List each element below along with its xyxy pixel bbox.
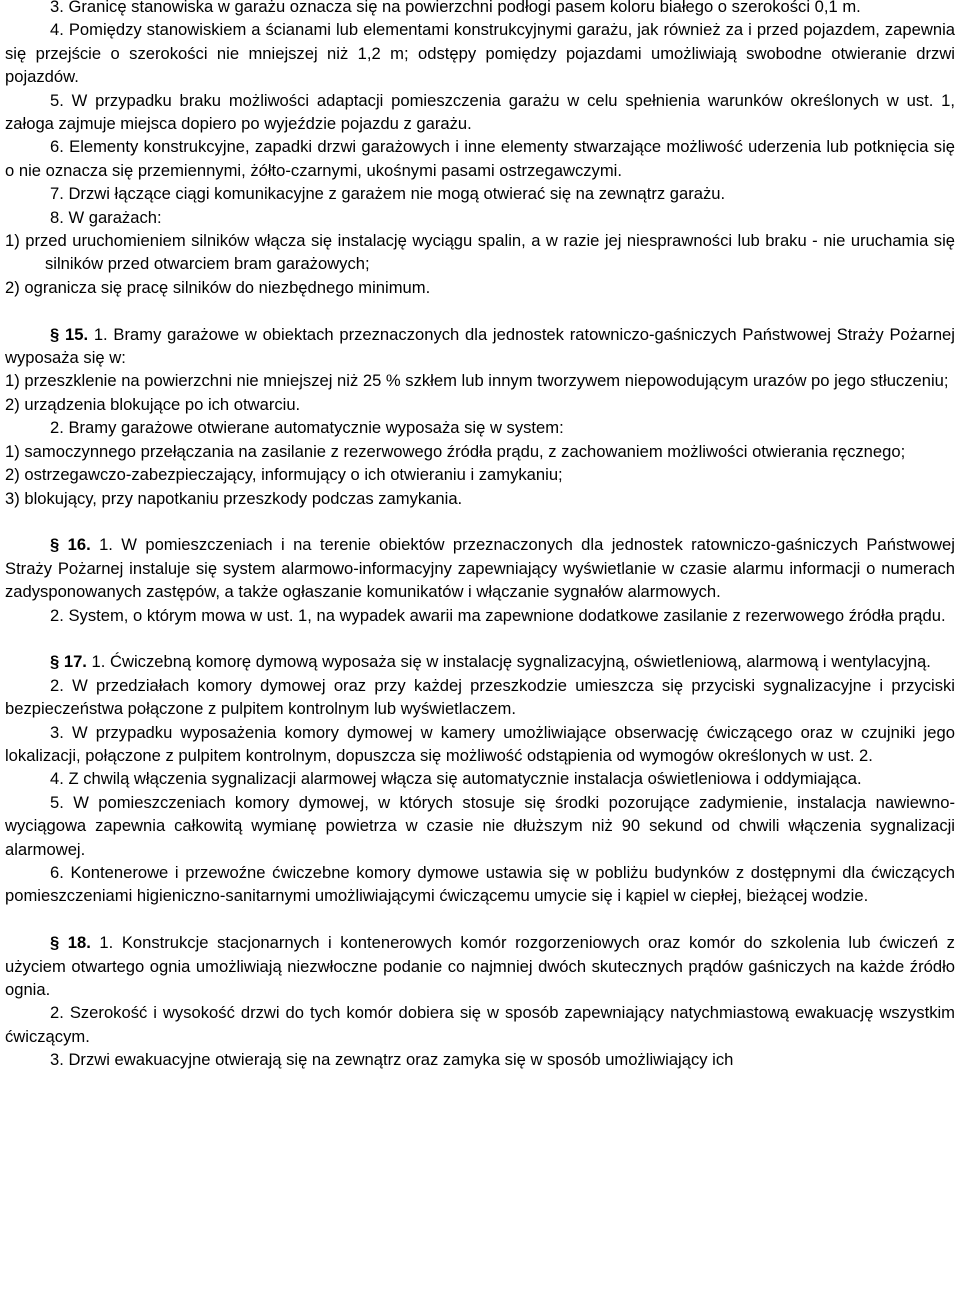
- list-item: 1) samoczynnego przełączania na zasilanie z rezerwowego źródła prądu, z zachowaniem możliwości otwierania ręcznego;: [5, 441, 906, 461]
- section-18-paragraph-1: [5, 931, 955, 1001]
- list-item: 1) przeszklenie na powierzchni nie mniejszej niż 25 % szkłem lub innym tworzywem niepowodującym urazów po jego stłuczeniu;: [5, 371, 949, 391]
- section-17-paragraph-1: [5, 650, 955, 673]
- paragraph: 3. W przypadku wyposażenia komory dymowej w kamery umożliwiające obserwację ćwiczącego oraz w czujniki jego lokalizacji, połączone z pulpitem kontrolnym, dopuszcza się możliwość odstąpienia od wymogów określonych w ust. 2.: [5, 722, 955, 765]
- section-number: § 15.: [50, 324, 89, 344]
- section-number: § 16.: [50, 535, 91, 555]
- paragraph: 4. Z chwilą włączenia sygnalizacji alarmowej włącza się automatycznie instalacja oświetleniowa i oddymiająca.: [50, 769, 862, 789]
- spacer: [5, 299, 955, 322]
- list-item: 2) urządzenia blokujące po ich otwarciu.: [5, 394, 301, 414]
- paragraph: 2. System, o którym mowa w ust. 1, na wypadek awarii ma zapewnione dodatkowe zasilanie z rezerwowego źródła prądu.: [50, 605, 946, 625]
- paragraph: 5. W przypadku braku możliwości adaptacji pomieszczenia garażu w celu spełnienia warunków określonych w ust. 1, załoga zajmuje miejsca dopiero po wyjeździe pojazdu z garażu.: [5, 90, 955, 134]
- spacer: [5, 510, 955, 533]
- paragraph: 8. W garażach:: [50, 207, 162, 227]
- paragraph: 6. Kontenerowe i przewoźne ćwiczebne komory dymowe ustawia się w pobliżu budynków z dostępnymi dla ćwiczących pomieszczeniami higieniczno-sanitarnymi umożliwiającymi ćwiczącemu umycie się i kąpiel w ciepłej, bieżącej wodzie.: [5, 862, 955, 906]
- list-item: 1) przed uruchomieniem silników włącza się instalację wyciągu spalin, a w razie jej niesprawności lub braku - nie uruchamia się silników przed otwarciem bram garażowych;: [5, 231, 955, 274]
- paragraph: 2. Szerokość i wysokość drzwi do tych komór dobiera się w sposób zapewniający natychmiastową ewakuację wszystkim ćwiczącym.: [5, 1003, 955, 1046]
- list-item: 2) ogranicza się pracę silników do niezbędnego minimum.: [5, 277, 431, 297]
- paragraph: 6. Elementy konstrukcyjne, zapadki drzwi garażowych i inne elementy stwarzające możliwość uderzenia lub potknięcia się o nie oznacza się przemiennymi, żółto-czarnymi, ukośnymi pasami ostrzegawczymi.: [5, 137, 955, 180]
- paragraph-text: 1. W pomieszczeniach i na terenie obiektów przeznaczonych dla jednostek ratowniczo-gaśniczych Państwowej Straży Pożarnej instaluje się system alarmowo-informacyjny zapewniający wyświetlanie w czasie alarmu informacji o numerach zadysponowanych zastępów, a także ogłaszanie komunikatów i włączanie sygnałów alarmowych.: [5, 535, 955, 602]
- document-body: [5, 0, 955, 1072]
- paragraph-text: 1. Bramy garażowe w obiektach przeznaczonych dla jednostek ratowniczo-gaśniczych Państwowej Straży Pożarnej wyposaża się w:: [5, 324, 955, 368]
- section-number: § 18.: [50, 933, 91, 953]
- paragraph: 3. Drzwi ewakuacyjne otwierają się na zewnątrz oraz zamyka się w sposób umożliwiający ich: [50, 1050, 734, 1070]
- paragraph: 5. W pomieszczeniach komory dymowej, w których stosuje się środki pozorujące zadymienie, instalacja nawiewno-wyciągowa zapewnia całkowitą wymianę powietrza w czasie nie dłuższym niż 90 sekund od chwili włączenia sygnalizacji alarmowej.: [5, 792, 955, 859]
- paragraph-text: 1. Konstrukcje stacjonarnych i kontenerowych komór rozgorzeniowych oraz komór do szkolenia lub ćwiczeń z użyciem otwartego ognia umożliwiają niezwłoczne podanie co najmniej dwóch skutecznych prądów gaśniczych na każde źródło ognia.: [5, 933, 955, 999]
- paragraph: 3. Granicę stanowiska w garażu oznacza się na powierzchni podłogi pasem koloru białego o szerokości 0,1 m.: [50, 0, 861, 16]
- paragraph: 4. Pomiędzy stanowiskiem a ścianami lub elementami konstrukcyjnymi garażu, jak również za i przed pojazdem, zapewnia się przejście o szerokości nie mniejszej niż 1,2 m; odstępy pomiędzy pojazdami umożliwiają swobodne otwieranie drzwi pojazdów.: [5, 20, 955, 87]
- paragraph-text: 1. Ćwiczebną komorę dymową wyposaża się w instalację sygnalizacyjną, oświetleniową, alarmową i wentylacyjną.: [91, 652, 931, 672]
- section-15-paragraph-1: [5, 323, 955, 370]
- spacer: [5, 908, 955, 931]
- paragraph: 2. Bramy garażowe otwierane automatycznie wyposaża się w system:: [50, 418, 564, 438]
- paragraph: 2. W przedziałach komory dymowej oraz przy każdej przeszkodzie umieszcza się przyciski sygnalizacyjne i przyciski bezpieczeństwa połączone z pulpitem kontrolnym lub wyświetlaczem.: [5, 675, 955, 719]
- list-item: 3) blokujący, przy napotkaniu przeszkody podczas zamykania.: [5, 488, 463, 508]
- section-16-paragraph-1: [5, 533, 955, 603]
- paragraph: 7. Drzwi łączące ciągi komunikacyjne z garażem nie mogą otwierać się na zewnątrz garażu.: [50, 184, 726, 204]
- spacer: [5, 627, 955, 650]
- section-number: § 17.: [50, 652, 87, 672]
- list-item: 2) ostrzegawczo-zabezpieczający, informujący o ich otwieraniu i zamykaniu;: [5, 465, 563, 485]
